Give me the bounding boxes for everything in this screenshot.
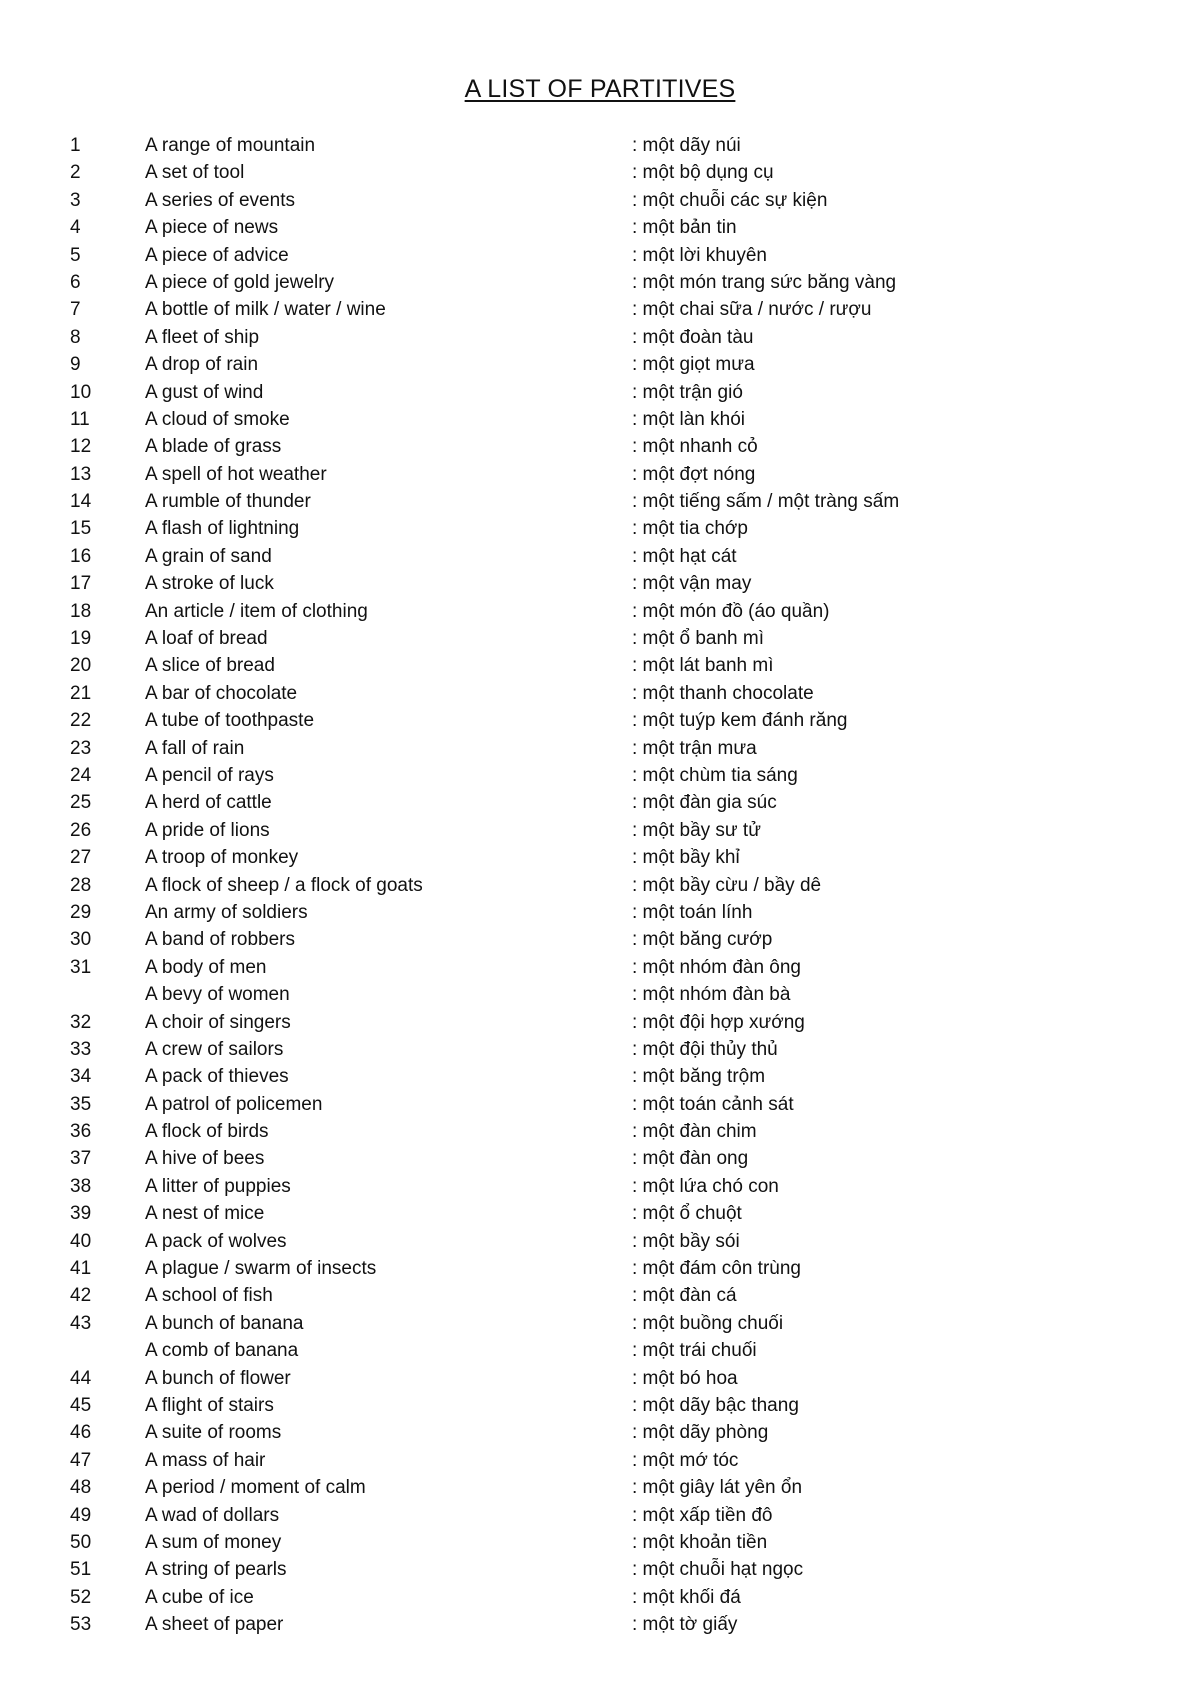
entry-english: A loaf of bread bbox=[145, 628, 268, 650]
entry-english: A piece of advice bbox=[145, 244, 289, 266]
entry-vietnamese: : một lời khuyên bbox=[632, 244, 767, 266]
entry-english: A band of robbers bbox=[145, 929, 295, 951]
list-item bbox=[0, 324, 1200, 351]
entry-number: 52 bbox=[70, 1586, 92, 1608]
list-item bbox=[0, 1611, 1200, 1638]
entry-vietnamese: : một tiếng sấm / một tràng sấm bbox=[632, 491, 900, 513]
entry-number: 38 bbox=[70, 1175, 92, 1197]
entry-english: A pack of thieves bbox=[145, 1066, 289, 1088]
entry-english: A plague / swarm of insects bbox=[145, 1258, 377, 1280]
entry-number: 51 bbox=[70, 1559, 92, 1581]
entry-number: 35 bbox=[70, 1093, 92, 1115]
entry-english: A mass of hair bbox=[145, 1449, 266, 1471]
list-item bbox=[0, 1173, 1200, 1200]
list-item bbox=[0, 269, 1200, 296]
list-item bbox=[0, 1063, 1200, 1090]
entry-vietnamese: : một tia chớp bbox=[632, 518, 748, 540]
entry-english: A suite of rooms bbox=[145, 1422, 282, 1444]
entry-number: 4 bbox=[70, 217, 81, 239]
entry-number: 37 bbox=[70, 1148, 92, 1170]
entry-number: 18 bbox=[70, 600, 92, 622]
entry-number: 22 bbox=[70, 710, 92, 732]
entry-vietnamese: : một buồng chuối bbox=[632, 1312, 784, 1334]
entry-number: 47 bbox=[70, 1449, 92, 1471]
list-item bbox=[0, 981, 1200, 1008]
entry-vietnamese: : một giây lát yên ổn bbox=[632, 1477, 803, 1499]
entry-number: 40 bbox=[70, 1230, 92, 1252]
entry-vietnamese: : một bầy sư tử bbox=[632, 819, 761, 841]
entry-number: 31 bbox=[70, 956, 92, 978]
entry-english: A drop of rain bbox=[145, 354, 259, 376]
entry-number: 39 bbox=[70, 1203, 92, 1225]
entry-number: 12 bbox=[70, 436, 92, 458]
entry-number: 20 bbox=[70, 655, 92, 677]
entry-english: A series of events bbox=[145, 189, 295, 211]
entry-english: A herd of cattle bbox=[145, 792, 272, 814]
entry-number: 41 bbox=[70, 1258, 92, 1280]
entry-vietnamese: : một thanh chocolate bbox=[632, 682, 814, 704]
entry-vietnamese: : một trận mưa bbox=[632, 737, 757, 759]
entry-vietnamese: : một trái chuối bbox=[632, 1340, 757, 1362]
list-item bbox=[0, 1091, 1200, 1118]
list-item bbox=[0, 187, 1200, 214]
list-item bbox=[0, 132, 1200, 159]
entry-vietnamese: : một hạt cát bbox=[632, 545, 737, 567]
entry-number: 5 bbox=[70, 244, 81, 266]
entry-vietnamese: : một giọt mưa bbox=[632, 354, 755, 376]
entry-vietnamese: : một chuỗi các sự kiện bbox=[632, 189, 828, 211]
list-item bbox=[0, 214, 1200, 241]
list-item bbox=[0, 1228, 1200, 1255]
entry-vietnamese: : một ổ chuột bbox=[632, 1203, 742, 1225]
list-item bbox=[0, 296, 1200, 323]
entry-number: 33 bbox=[70, 1038, 92, 1060]
entry-vietnamese: : một đợt nóng bbox=[632, 463, 756, 485]
entry-english: A bunch of flower bbox=[145, 1367, 291, 1389]
entry-number: 13 bbox=[70, 463, 92, 485]
list-item bbox=[0, 433, 1200, 460]
entry-vietnamese: : một dãy núi bbox=[632, 135, 741, 156]
entry-english: A flash of lightning bbox=[145, 518, 300, 540]
entry-number: 23 bbox=[70, 737, 92, 759]
entry-number: 21 bbox=[70, 682, 92, 704]
list-item bbox=[0, 1419, 1200, 1446]
entry-vietnamese: : một khối đá bbox=[632, 1586, 741, 1608]
entry-number: 19 bbox=[70, 628, 92, 650]
entry-english: A fleet of ship bbox=[145, 326, 260, 348]
entry-number: 14 bbox=[70, 491, 92, 513]
entry-english: A flock of sheep / a flock of goats bbox=[145, 874, 423, 896]
list-item bbox=[0, 1255, 1200, 1282]
entry-number: 24 bbox=[70, 764, 92, 786]
list-item bbox=[0, 1392, 1200, 1419]
entry-vietnamese: : một mớ tóc bbox=[632, 1449, 739, 1471]
page-title: A LIST OF PARTITIVES bbox=[464, 75, 736, 103]
entry-vietnamese: : một đoàn tàu bbox=[632, 326, 754, 348]
entry-number: 46 bbox=[70, 1422, 92, 1444]
entry-vietnamese: : một đàn gia súc bbox=[632, 792, 777, 814]
list-item bbox=[0, 406, 1200, 433]
entry-vietnamese: : một món đồ (áo quần) bbox=[632, 600, 830, 622]
list-item bbox=[0, 707, 1200, 734]
entry-vietnamese: : một ổ banh mì bbox=[632, 628, 765, 650]
list-item bbox=[0, 515, 1200, 542]
entry-english: A slice of bread bbox=[145, 655, 275, 677]
list-item bbox=[0, 159, 1200, 186]
list-item bbox=[0, 844, 1200, 871]
list-item bbox=[0, 735, 1200, 762]
entry-english: A sheet of paper bbox=[145, 1614, 284, 1636]
entry-number: 29 bbox=[70, 901, 92, 923]
entry-english: A crew of sailors bbox=[145, 1038, 284, 1060]
entry-number: 3 bbox=[70, 189, 81, 211]
entry-english: A stroke of luck bbox=[145, 573, 274, 595]
list-item bbox=[0, 598, 1200, 625]
entry-number: 42 bbox=[70, 1285, 92, 1307]
entry-vietnamese: : một đội thủy thủ bbox=[632, 1038, 778, 1060]
list-item bbox=[0, 1447, 1200, 1474]
entry-vietnamese: : một nhóm đàn ông bbox=[632, 956, 801, 978]
entry-english: A pencil of rays bbox=[145, 764, 274, 786]
entry-vietnamese: : một bó hoa bbox=[632, 1367, 738, 1389]
entry-english: A bar of chocolate bbox=[145, 682, 298, 704]
list-item bbox=[0, 461, 1200, 488]
entry-vietnamese: : một bầy sói bbox=[632, 1230, 740, 1252]
entry-vietnamese: : một đội hợp xướng bbox=[632, 1011, 805, 1033]
entry-english: A sum of money bbox=[145, 1531, 282, 1553]
entry-vietnamese: : một bầy khỉ bbox=[632, 847, 740, 869]
list-item bbox=[0, 899, 1200, 926]
entry-english: A nest of mice bbox=[145, 1203, 265, 1225]
list-item bbox=[0, 488, 1200, 515]
list-item bbox=[0, 762, 1200, 789]
entry-english: An article / item of clothing bbox=[145, 600, 368, 622]
list-item bbox=[0, 954, 1200, 981]
entry-vietnamese: : một bầy cừu / bầy dê bbox=[632, 874, 822, 896]
entry-vietnamese: : một chuỗi hạt ngọc bbox=[632, 1559, 804, 1581]
entry-vietnamese: : một dãy bậc thang bbox=[632, 1394, 799, 1416]
list-item bbox=[0, 1145, 1200, 1172]
entry-vietnamese: : một toán lính bbox=[632, 901, 753, 923]
entry-number: 2 bbox=[70, 162, 81, 184]
entry-number: 43 bbox=[70, 1312, 92, 1334]
list-item bbox=[0, 543, 1200, 570]
list-item bbox=[0, 1474, 1200, 1501]
entry-english: An army of soldiers bbox=[145, 901, 308, 923]
entry-vietnamese: : một xấp tiền đô bbox=[632, 1504, 773, 1526]
list-item bbox=[0, 1009, 1200, 1036]
list-item bbox=[0, 789, 1200, 816]
entry-number: 44 bbox=[70, 1367, 92, 1389]
entry-number: 9 bbox=[70, 354, 81, 376]
entry-number: 15 bbox=[70, 518, 92, 540]
entry-number: 16 bbox=[70, 545, 92, 567]
entry-english: A gust of wind bbox=[145, 381, 264, 403]
entry-english: A pride of lions bbox=[145, 819, 270, 841]
entry-vietnamese: : một lát banh mì bbox=[632, 655, 774, 677]
list-item bbox=[0, 1200, 1200, 1227]
list-item bbox=[0, 1118, 1200, 1145]
entry-number: 48 bbox=[70, 1477, 92, 1499]
entry-vietnamese: : một khoản tiền bbox=[632, 1531, 768, 1553]
entry-number: 6 bbox=[70, 271, 81, 293]
entry-english: A body of men bbox=[145, 956, 267, 978]
entry-number: 36 bbox=[70, 1121, 92, 1143]
list-item bbox=[0, 1556, 1200, 1583]
list-item bbox=[0, 1337, 1200, 1364]
entry-vietnamese: : một băng trộm bbox=[632, 1066, 766, 1088]
entry-english: A patrol of policemen bbox=[145, 1093, 323, 1115]
entry-english: A fall of rain bbox=[145, 737, 245, 759]
entry-vietnamese: : một vận may bbox=[632, 573, 752, 595]
entry-english: A bunch of banana bbox=[145, 1312, 304, 1334]
entry-vietnamese: : một lứa chó con bbox=[632, 1175, 779, 1197]
entry-number: 30 bbox=[70, 929, 92, 951]
entry-english: A cloud of smoke bbox=[145, 408, 290, 430]
entry-vietnamese: : một dãy phòng bbox=[632, 1422, 769, 1444]
list-item bbox=[0, 242, 1200, 269]
entry-vietnamese: : một đám côn trùng bbox=[632, 1258, 801, 1280]
entry-number: 32 bbox=[70, 1011, 92, 1033]
list-item bbox=[0, 652, 1200, 679]
entry-english: A blade of grass bbox=[145, 436, 282, 458]
entry-english: A bottle of milk / water / wine bbox=[145, 299, 386, 321]
entry-number: 45 bbox=[70, 1394, 92, 1416]
list-item bbox=[0, 680, 1200, 707]
entry-number: 53 bbox=[70, 1614, 92, 1636]
entry-vietnamese: : một tuýp kem đánh răng bbox=[632, 710, 848, 732]
entry-english: A cube of ice bbox=[145, 1586, 254, 1608]
entry-number: 7 bbox=[70, 299, 81, 321]
entry-english: A flock of birds bbox=[145, 1121, 269, 1143]
entry-number: 25 bbox=[70, 792, 92, 814]
entry-english: A school of fish bbox=[145, 1285, 273, 1307]
entry-english: A range of mountain bbox=[145, 135, 316, 156]
entry-number: 8 bbox=[70, 326, 81, 348]
entry-number: 28 bbox=[70, 874, 92, 896]
entry-english: A hive of bees bbox=[145, 1148, 265, 1170]
entry-vietnamese: : một trận gió bbox=[632, 381, 743, 403]
entry-number: 1 bbox=[70, 135, 81, 156]
entry-vietnamese: : một đàn chim bbox=[632, 1121, 757, 1143]
entry-vietnamese: : một đàn ong bbox=[632, 1148, 749, 1170]
list-item bbox=[0, 1365, 1200, 1392]
entry-english: A wad of dollars bbox=[145, 1504, 280, 1526]
entry-english: A litter of puppies bbox=[145, 1175, 291, 1197]
list-item bbox=[0, 1529, 1200, 1556]
entry-number: 50 bbox=[70, 1531, 92, 1553]
list-item bbox=[0, 1310, 1200, 1337]
entry-english: A set of tool bbox=[145, 162, 245, 184]
entry-vietnamese: : một toán cảnh sát bbox=[632, 1093, 794, 1115]
entry-vietnamese: : một chùm tia sáng bbox=[632, 764, 798, 786]
entry-english: A piece of news bbox=[145, 217, 279, 239]
list-item bbox=[0, 1036, 1200, 1063]
entry-english: A bevy of women bbox=[145, 984, 290, 1006]
entry-english: A spell of hot weather bbox=[145, 463, 327, 485]
entry-english: A tube of toothpaste bbox=[145, 710, 315, 732]
entry-number: 34 bbox=[70, 1066, 92, 1088]
entry-vietnamese: : một đàn cá bbox=[632, 1285, 737, 1307]
entry-vietnamese: : một bản tin bbox=[632, 217, 737, 239]
list-item bbox=[0, 817, 1200, 844]
entry-vietnamese: : một băng cướp bbox=[632, 929, 773, 951]
list-item bbox=[0, 625, 1200, 652]
entry-vietnamese: : một bộ dụng cụ bbox=[632, 162, 774, 184]
list-item bbox=[0, 1502, 1200, 1529]
entry-english: A troop of monkey bbox=[145, 847, 299, 869]
list-item bbox=[0, 872, 1200, 899]
entry-english: A comb of banana bbox=[145, 1340, 299, 1362]
entry-number: 17 bbox=[70, 573, 92, 595]
entry-number: 49 bbox=[70, 1504, 92, 1526]
entry-english: A rumble of thunder bbox=[145, 491, 311, 513]
list-item bbox=[0, 926, 1200, 953]
entry-number: 26 bbox=[70, 819, 92, 841]
partitives-list bbox=[0, 132, 1200, 1638]
entry-vietnamese: : một làn khói bbox=[632, 408, 745, 430]
entry-english: A piece of gold jewelry bbox=[145, 271, 335, 293]
entry-vietnamese: : một nhanh cỏ bbox=[632, 436, 758, 458]
entry-english: A string of pearls bbox=[145, 1559, 287, 1581]
list-item bbox=[0, 351, 1200, 378]
entry-english: A flight of stairs bbox=[145, 1394, 274, 1416]
entry-english: A period / moment of calm bbox=[145, 1477, 366, 1499]
entry-number: 11 bbox=[70, 408, 90, 430]
list-item bbox=[0, 379, 1200, 406]
entry-vietnamese: : một chai sữa / nước / rượu bbox=[632, 299, 872, 321]
entry-english: A pack of wolves bbox=[145, 1230, 287, 1252]
entry-english: A choir of singers bbox=[145, 1011, 291, 1033]
entry-english: A grain of sand bbox=[145, 545, 272, 567]
list-item bbox=[0, 1282, 1200, 1309]
entry-vietnamese: : một món trang sức băng vàng bbox=[632, 271, 897, 293]
list-item bbox=[0, 1584, 1200, 1611]
entry-vietnamese: : một nhóm đàn bà bbox=[632, 984, 791, 1006]
entry-number: 10 bbox=[70, 381, 92, 403]
list-item bbox=[0, 570, 1200, 597]
entry-number: 27 bbox=[70, 847, 92, 869]
entry-vietnamese: : một tờ giấy bbox=[632, 1614, 738, 1636]
